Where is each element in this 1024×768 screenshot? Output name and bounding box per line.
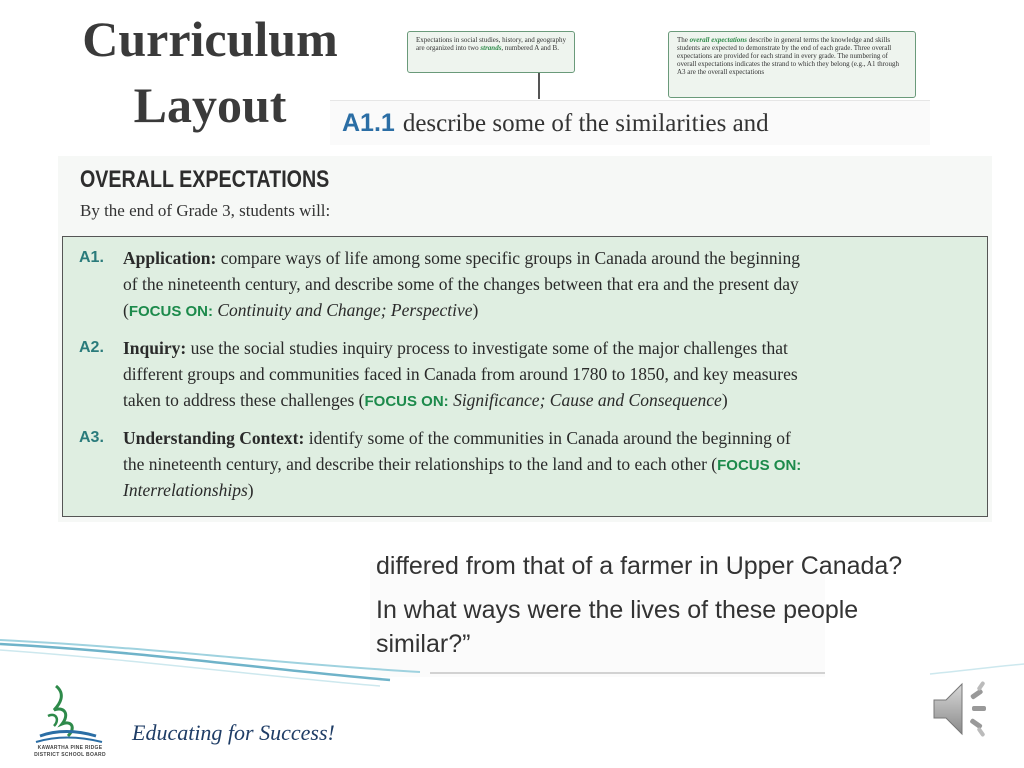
- question-line-3: similar?”: [376, 630, 471, 658]
- specific-expectation-snippet: [330, 100, 930, 145]
- focus-label: FOCUS ON:: [128, 303, 213, 320]
- expectations-box: A1. Application: compare ways of life among some specific groups in Canada around the beginning of the nineteenth century, and describe some of the changes between that era and the present day (FOCUS ON: Continuity and Change; Perspective) A2. Inquiry: use the social studies inquiry process to investigate some of the major challenges that different groups and communities faced in Canada from around 1780 to 1850, and key measures taken to address these challenges (FOCUS ON: Significance; Cause and Consequence) A3. Understanding Context: identify some of the communities in Canada around the beginning of the nineteenth century, and describe their relationships to the land and to each other (FOCUS ON: Interrelationships): [62, 236, 988, 517]
- decorative-swoosh: [0, 630, 1024, 690]
- expectation-number: A3.: [79, 429, 104, 446]
- speaker-icon[interactable]: [928, 676, 1000, 742]
- school-board-logo-icon: [26, 676, 114, 756]
- focus-label: FOCUS ON:: [717, 457, 802, 474]
- expectation-number: A2.: [79, 339, 104, 356]
- grade-subtitle: By the end of Grade 3, students will:: [80, 201, 331, 220]
- question-line-1: differed from that of a farmer in Upper Canada?: [376, 552, 903, 580]
- overall-expectations-callout: The overall expectations describe in general terms the knowledge and skills students are expected to demonstrate by the end of each grade. Three overall expectations are provided for each strand in every grade. The numbering of overall expectations indicates the strand to which they belong (e.g., A1 through A3 are the overall expectations: [668, 31, 916, 98]
- title-line-2: Layout: [133, 77, 287, 133]
- callout-connector: [538, 73, 540, 99]
- overall-expectations-heading: OVERALL EXPECTATIONS: [80, 166, 330, 193]
- slide-title: [40, 6, 380, 138]
- focus-label: FOCUS ON:: [364, 393, 449, 410]
- expectation-text: describe some of the similarities and: [402, 110, 769, 137]
- expectation-number: A1.: [79, 249, 104, 266]
- title-line-1: Curriculum: [82, 11, 338, 67]
- expectation-code: A1.1: [342, 109, 395, 137]
- logo-text-line-1: KAWARTHA PINE RIDGE: [37, 745, 103, 751]
- slide-tagline: Educating for Success!: [132, 720, 335, 745]
- question-line-2: In what ways were the lives of these people: [376, 596, 859, 624]
- strands-callout: Expectations in social studies, history, and geography are organized into two strands, numbered A and B.: [407, 31, 575, 73]
- logo-text-line-2: DISTRICT SCHOOL BOARD: [34, 752, 106, 758]
